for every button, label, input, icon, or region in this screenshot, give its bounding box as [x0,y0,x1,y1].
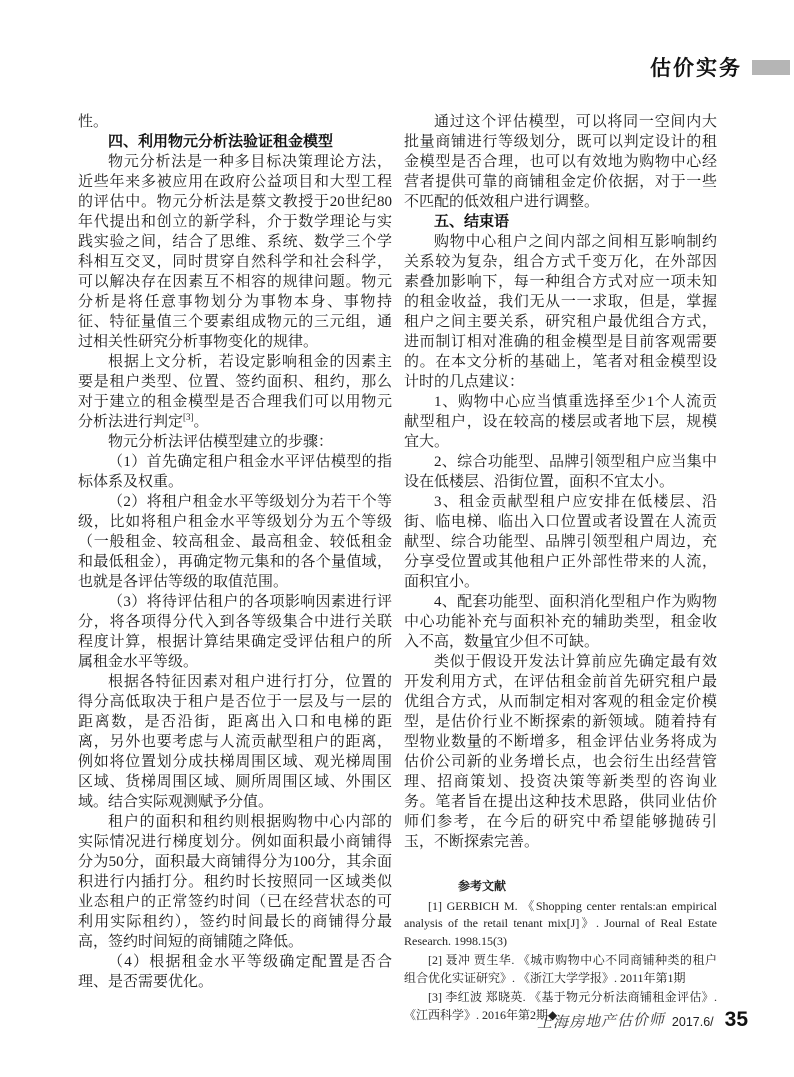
paragraph-location-scoring: 根据各特征因素对租户进行打分，位置的得分高低取决于租户是否位于一层及与一层的距离数，是否沿街，距离出入口和电梯的距离，另外也要考虑与人流贡献型租户的距离，例如将位置划分成扶梯周围区域、观光梯周围区域、货梯周围区域、厕所周围区域、外围区域。结合实际观测赋予分值。 [78,674,392,810]
paragraph-advice4: 4、配套功能型、面积消化型租户作为购物中心功能补充与面积补充的辅助类型，租金收入不高，数量宜少但不可缺。 [404,594,717,650]
paragraph-steps-intro: 物元分析法评估模型建立的步骤： [108,434,334,450]
citation-3-superscript: [3] [183,412,194,422]
carryover-fragment: 性。 [78,114,109,130]
paragraph-advice1: 1、购物中心应当慎重选择至少1个人流贡献型租户，设在较高的楼层或者地下层，规模宜大。 [404,394,717,450]
page-footer [537,1008,748,1032]
paragraph-step2: （2）将租户租金水平等级划分为若干个等级，比如将租户租金水平等级划分为五个等级（一般租金、较高租金、最高租金、较低租金和最低租金），再确定物元集和的各个量值域，也就是各评估等级的取值范围。 [78,494,392,590]
paragraph-matter-element-intro: 物元分析法是一种多目标决策理论方法，近些年来多被应用在政府公益项目和大型工程的评估中。物元分析法是蔡文教授于20世纪80年代提出和创立的新学科，介于数学理论与实践实验之间，结合了思维、系统、数学三个学科相互交叉，同时贯穿自然科学和社会科学，可以解决存在因素互不相容的规律问题。物元分析是将任意事物划分为事物本身、事物持征、特征量值三个要素组成物元的三元组，通过相关性研究分析事物变化的规律。 [78,154,392,350]
page-number: 35 [724,1008,748,1031]
section5-heading: 五、结束语 [434,213,510,230]
paragraph-step4: （4）根据租金水平等级确定配置是否合理、是否需要优化。 [78,954,392,990]
paragraph-area-lease-scoring: 租户的面积和租约则根据购物中心内部的实际情况进行梯度划分。例如面积最小商铺得分为50分，面积最大商铺得分为100分，其余面积进行内插打分。租约时长按照同一区域类似业态租户的正常签约时间（已在经营状态的可利用实际租约），签约时间最长的商铺得分最高，签约时间短的商铺随之降低。 [78,814,392,950]
journal-logo-calligraphy: 上海房地产估价师 [536,1010,666,1032]
paragraph-step1: （1）首先确定租户租金水平评估模型的指标体系及权重。 [78,454,392,490]
section4-heading: 四、利用物元分析法验证租金模型 [108,133,334,150]
paragraph-model-use: 通过这个评估模型，可以将同一空间内大批量商铺进行等级划分，既可以判定设计的租金模型是否合理，也可以有效地为购物中心经营者提供可靠的商铺租金定价依据，对于一些不匹配的低效租户进行调整。 [404,114,717,210]
paragraph-advice3: 3、租金贡献型租户应安排在低楼层、沿街、临电梯、临出入口位置或者设置在人流贡献型、综合功能型、品牌引领型租户周边，充分享受位置或其他租户正外部性带来的人流，面积宜小。 [404,494,717,590]
reference-item-1: [1] GERBICH M. 《Shopping center rentals:an empirical analysis of the retail tenant mix[J]》. Journal of Real Estate Research. 1998.15(3) [404,898,717,948]
section-label: 估价实务 [650,57,742,80]
paragraph-conclusion-intro: 购物中心租户之间内部之间相互影响制约关系较为复杂，组合方式千变万化，在外部因素叠加影响下，每一种组合方式对应一项未知的租金收益，我们无从一一求取，但是，掌握租户之间主要关系，研究租户最优组合方式，进而制订相对准确的租金模型是目前客观需要的。在本文分析的基础上，笔者对租金模型设计时的几点建议： [404,234,717,390]
right-column [404,112,717,1024]
reference-item-2: [2] 聂冲 贾生华. 《城市购物中心不同商铺种类的租户组合优化实证研究》. 《浙江大学学报》. 2011年第1期 [404,953,717,985]
paragraph-advice2: 2、综合功能型、品牌引领型租户应当集中设在低楼层、沿街位置，面积不宜太小。 [404,454,717,490]
references-heading: 参考文献 [458,879,507,893]
issue-label: 2017.6/ [671,1015,714,1029]
paragraph-step3: （3）将待评估租户的各项影响因素进行评分，将各项得分代入到各等级集合中进行关联程度计算，根据计算结果确定受评估租户的所属租金水平等级。 [78,594,392,670]
page-header [650,52,790,82]
paragraph-outlook: 类似于假设开发法计算前应先确定最有效开发利用方式，在评估租金前首先研究租户最优组合方式，从而制定相对客观的租金定价模型，是估价行业不断探索的新领域。随着持有型物业数量的不断增多，租金评估业务将成为估价公司新的业务增长点，也会衍生出经营管理、招商策划、投资决策等新类型的咨询业务。笔者旨在提出这种技术思路，供同业估价师们参考，在今后的研究中希望能够抛砖引玉，不断探索完善。 [404,654,717,850]
judgment-basis-text: 根据上文分析，若设定影响租金的因素主要是租户类型、位置、签约面积、租约，那么对于建立的租金模型是否合理我们可以用物元分析法进行判定 [78,354,392,430]
judgment-basis-period: 。 [193,414,209,430]
header-decoration-bar [752,60,790,75]
paragraph-judgment-basis [78,352,392,432]
references-section [404,878,717,1024]
left-column [78,112,392,992]
reference-item-3: [3] 李红波 郑晓英. 《基于物元分析法商铺租金评估》. 《江西科学》. 2016年第2期◆ [404,990,717,1022]
